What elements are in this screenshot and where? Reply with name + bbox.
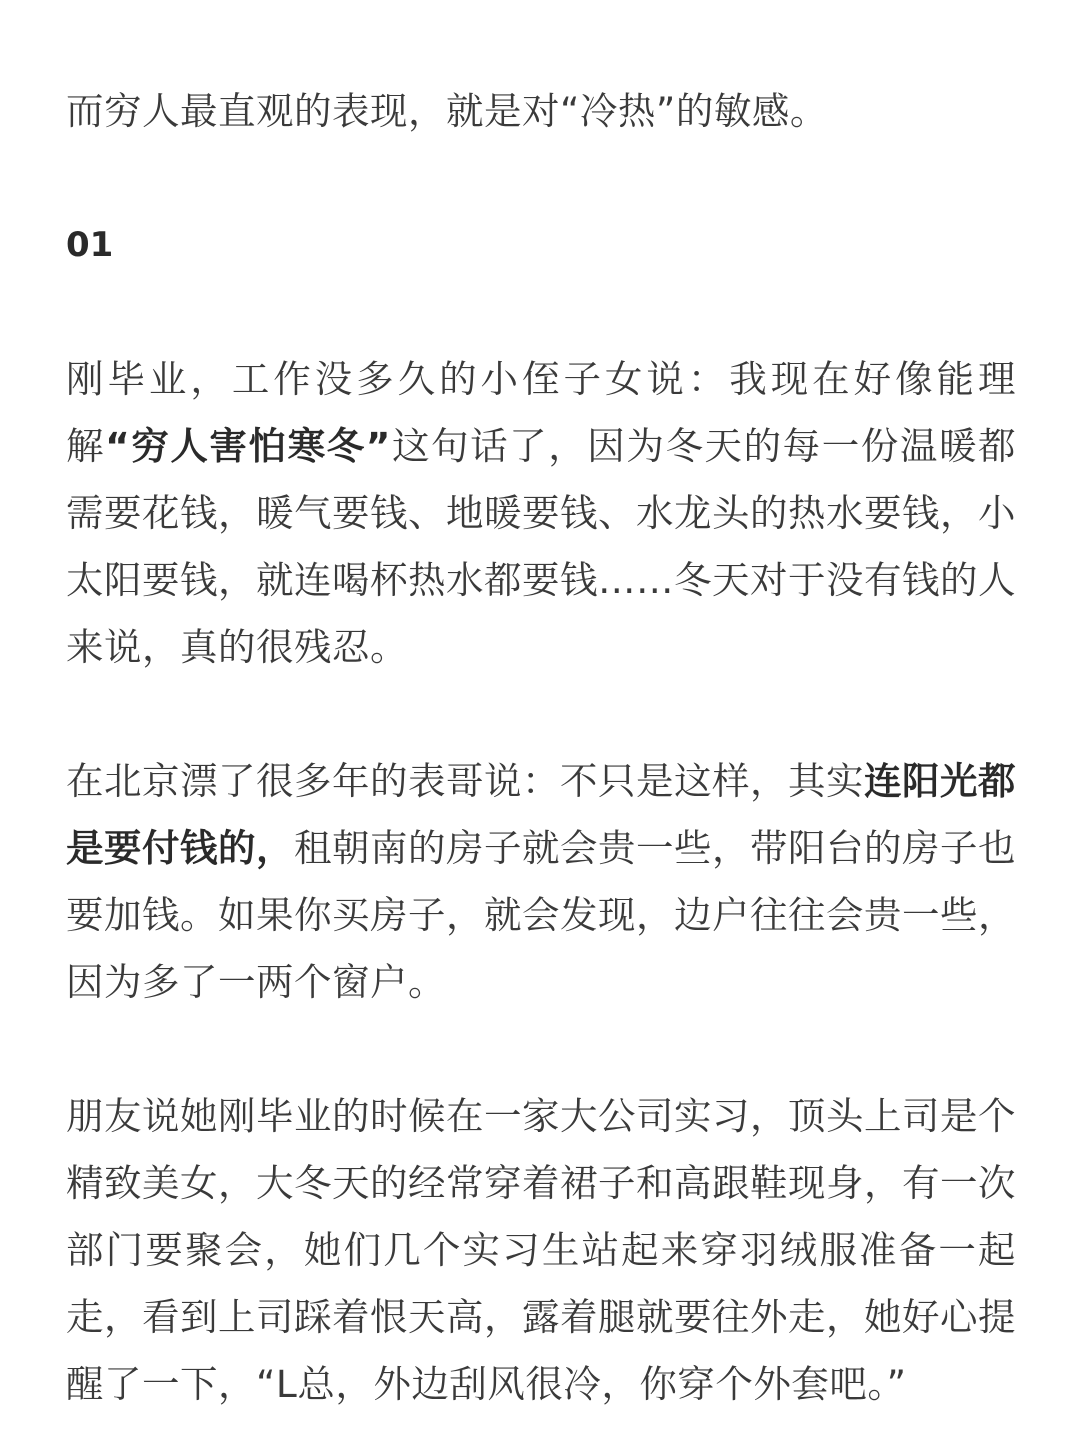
paragraph-1-text-end: 这句话了，因为冬天的每一份温暖都需要花钱，暖气要钱、地暖要钱、水龙头的热水要钱，小太阳要钱，就连喝杯热水都要钱……冬天对于没有钱的人来说，真的很残忍。 [66, 424, 1017, 669]
spacer [66, 279, 1016, 346]
paragraph-1-emphasis: “穷人害怕寒冬” [105, 424, 391, 468]
paragraph-3: 朋友说她刚毕业的时候在一家大公司实习，顶头上司是个精致美女，大冬天的经常穿着裙子和高跟鞋现身，有一次部门要聚会，她们几个实习生站起来穿羽绒服准备一起走，看到上司踩着恨天高，露着腿就要往外走，她好心提醒了一下，“L总，外边刮风很冷，你穿个外套吧。” [66, 1094, 1016, 1406]
section-number: 01 [66, 225, 114, 265]
paragraph-2-text-start: 在北京漂了很多年的表哥说：不只是这样，其实 [66, 759, 864, 803]
spacer [66, 681, 1016, 748]
intro-paragraph: 而穷人最直观的表现，就是对“冷热”的敏感。 [66, 89, 828, 133]
article-body [66, 78, 1016, 1418]
paragraph-2-emphasis: 连阳光都是要付钱的， [66, 759, 1016, 870]
paragraph-2 [66, 748, 1016, 1016]
spacer [66, 145, 1016, 212]
paragraph-1-text-start: 刚毕业，工作没多久的小侄子女说：我现在好像能理解 [66, 357, 1016, 468]
paragraph-1 [66, 346, 1016, 681]
spacer [66, 1016, 1016, 1083]
paragraph-2-text-end: 租朝南的房子就会贵一些，带阳台的房子也要加钱。如果你买房子，就会发现，边户往往会贵一些，因为多了一两个窗户。 [66, 826, 1016, 1004]
